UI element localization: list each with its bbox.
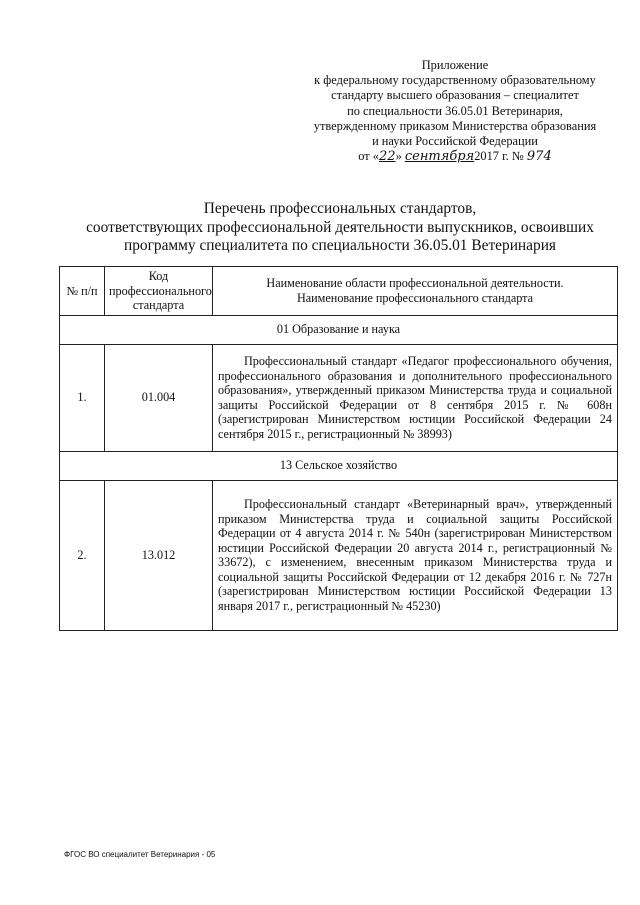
row-num: 1. <box>60 344 105 451</box>
section-row <box>60 315 618 344</box>
appendix-line: и науки Российской Федерации <box>372 134 538 149</box>
date-year: 2017 г. № <box>474 149 524 164</box>
header-name-line2: Наименование профессионального стандарта <box>296 290 534 305</box>
standards-table <box>59 266 618 631</box>
row-description: Профессиональный стандарт «Ветеринарный врач», утвержденный приказом Министерства труда и социальной защиты Российской Федерации от 4 августа 2014 г. № 540н (зарегистрирован Министерством юстиции Российской Федерации 20 августа 2014 г., регистрационный № 33672), с изменением, внесенным приказом Министерства труда и социальной защиты Российской Федерации от 12 декабря 2016 г. № 727н (зарегистрирован Министерством юстиции Российской Федерации 13 января 2017 г., регистрационный № 45230) <box>213 480 618 630</box>
row-code: 13.012 <box>105 480 213 630</box>
table-row <box>60 480 618 630</box>
appendix-line: стандарту высшего образования – специалитет <box>331 88 579 103</box>
handwritten-day: 22 <box>379 149 396 165</box>
date-mid: » <box>395 149 405 164</box>
header-code: Код профессионального стандарта <box>105 267 213 316</box>
header-name-line1: Наименование области профессиональной деятельности. <box>266 276 564 291</box>
title-line: соответствующих профессиональной деятельности выпускников, освоивших <box>86 218 594 236</box>
section-title: 13 Сельское хозяйство <box>60 451 618 480</box>
handwritten-number: 974 <box>526 149 552 165</box>
appendix-block <box>300 58 610 164</box>
date-prefix: от « <box>358 149 380 164</box>
header-name <box>213 267 618 316</box>
section-row <box>60 451 618 480</box>
appendix-line: утвержденному приказом Министерства образования <box>313 118 597 133</box>
row-description: Профессиональный стандарт «Педагог профессионального обучения, профессионального образования и дополнительного профессионального образования», утвержденный приказом Министерства труда и социальной защиты Российской Федерации от 8 сентября 2015 г. № 608н (зарегистрирован Министерством юстиции Российской Федерации 24 сентября 2015 г., регистрационный № 38993) <box>213 344 618 451</box>
row-code: 01.004 <box>105 344 213 451</box>
header-num: № п/п <box>60 267 105 316</box>
row-num: 2. <box>60 480 105 630</box>
document-title <box>60 200 620 256</box>
title-line: Перечень профессиональных стандартов, <box>203 200 477 217</box>
table-row <box>60 344 618 451</box>
appendix-line: к федеральному государственному образовательному <box>314 73 596 88</box>
appendix-line: по специальности 36.05.01 Ветеринария, <box>347 103 563 118</box>
handwritten-month: сентября <box>404 149 475 165</box>
title-line: программу специалитета по специальности 36.05.01 Ветеринария <box>123 237 557 254</box>
section-title: 01 Образование и наука <box>60 315 618 344</box>
page-footer: ФГОС ВО специалитет Ветеринария - 05 <box>64 850 216 859</box>
table-header-row <box>60 267 618 316</box>
appendix-date-line <box>300 149 610 164</box>
appendix-title: Приложение <box>421 58 489 72</box>
